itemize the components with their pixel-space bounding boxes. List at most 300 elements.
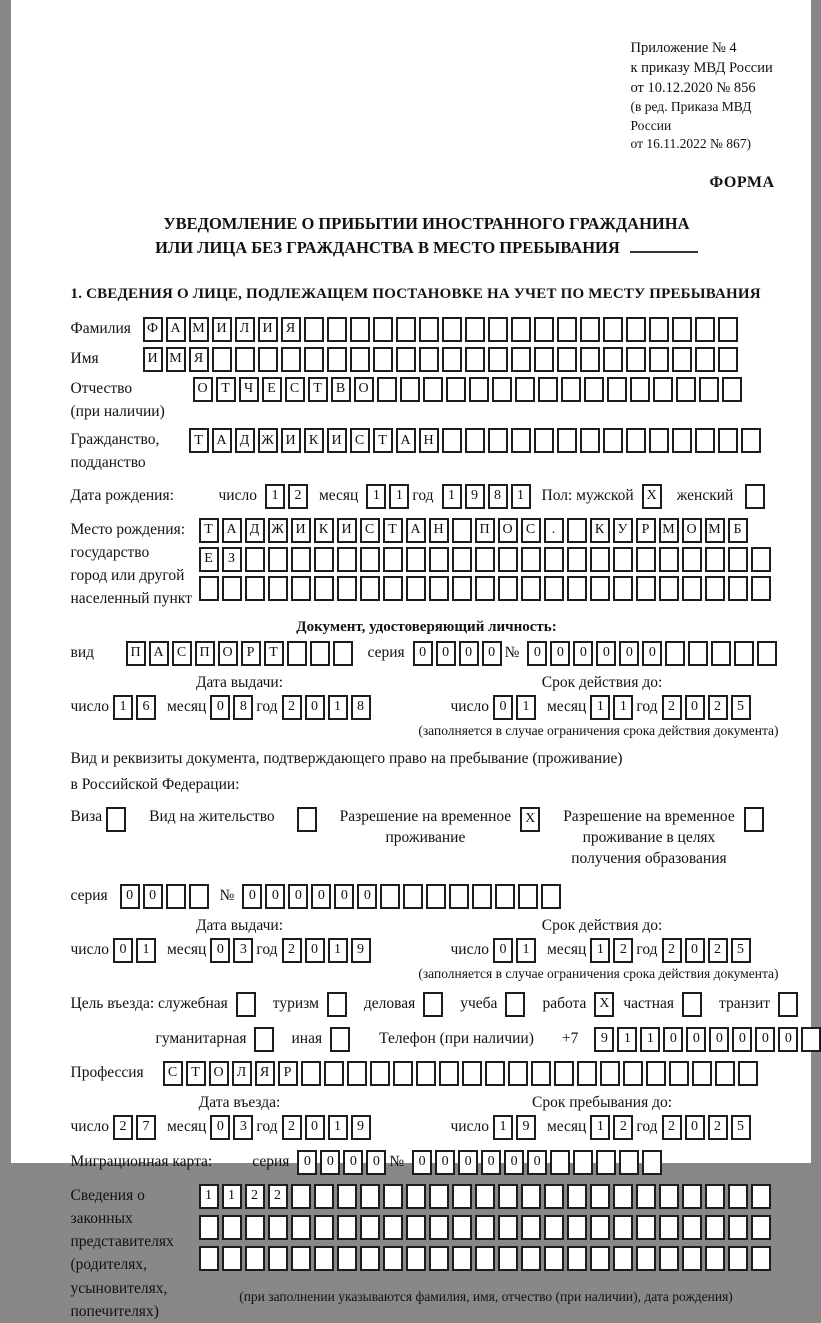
char-box[interactable]: 9 [465,484,485,509]
char-box[interactable] [554,1061,574,1086]
char-box[interactable]: 0 [242,884,262,909]
birth-place-boxes-row1[interactable] [199,518,774,543]
char-box[interactable]: 0 [210,695,230,720]
char-box[interactable] [301,1061,321,1086]
char-box[interactable]: 0 [685,1115,705,1140]
char-box[interactable] [393,1061,413,1086]
char-box[interactable] [419,317,439,342]
res-valid-year-boxes[interactable] [662,938,754,963]
char-box[interactable]: О [193,377,213,402]
char-box[interactable] [291,576,311,601]
char-box[interactable]: 2 [662,695,682,720]
char-box[interactable] [521,576,541,601]
char-box[interactable] [521,1246,541,1271]
tourism-checkbox[interactable] [327,992,350,1017]
char-box[interactable] [327,317,347,342]
char-box[interactable] [314,547,334,572]
char-box[interactable] [222,1215,242,1240]
char-box[interactable] [728,547,748,572]
char-box[interactable]: 1 [617,1027,637,1052]
char-box[interactable] [538,377,558,402]
char-box[interactable] [462,1061,482,1086]
char-box[interactable]: 1 [640,1027,660,1052]
char-box[interactable] [419,347,439,372]
char-box[interactable] [485,1061,505,1086]
char-box[interactable] [235,347,255,372]
char-box[interactable] [465,428,485,453]
char-box[interactable] [515,377,535,402]
char-box[interactable] [711,641,731,666]
char-box[interactable] [511,428,531,453]
char-box[interactable] [577,1061,597,1086]
doc-valid-year-boxes[interactable] [662,695,754,720]
char-box[interactable] [337,1184,357,1209]
char-box[interactable]: 0 [685,695,705,720]
char-box[interactable]: 1 [328,938,348,963]
char-box[interactable]: 2 [288,484,308,509]
char-box[interactable]: 0 [366,1150,386,1175]
char-box[interactable] [521,1184,541,1209]
char-box[interactable] [347,1061,367,1086]
char-box[interactable]: 0 [305,1115,325,1140]
char-box[interactable] [722,377,742,402]
char-box[interactable] [636,1215,656,1240]
char-box[interactable] [567,1184,587,1209]
char-box[interactable] [236,992,256,1017]
char-box[interactable] [659,1215,679,1240]
char-box[interactable] [751,576,771,601]
char-box[interactable] [360,576,380,601]
res-number-boxes[interactable] [242,884,564,909]
char-box[interactable]: 0 [596,641,616,666]
char-box[interactable] [406,547,426,572]
char-box[interactable]: Т [186,1061,206,1086]
char-box[interactable] [423,992,443,1017]
char-box[interactable] [383,1246,403,1271]
char-box[interactable] [672,428,692,453]
char-box[interactable]: 1 [493,1115,513,1140]
char-box[interactable] [472,884,492,909]
char-box[interactable]: X [594,992,614,1017]
char-box[interactable]: 0 [210,1115,230,1140]
char-box[interactable] [373,347,393,372]
char-box[interactable] [505,992,525,1017]
char-box[interactable] [567,1215,587,1240]
char-box[interactable] [751,547,771,572]
transit-checkbox[interactable] [778,992,801,1017]
char-box[interactable] [199,576,219,601]
char-box[interactable] [544,1215,564,1240]
char-box[interactable]: 0 [482,641,502,666]
char-box[interactable]: 0 [755,1027,775,1052]
char-box[interactable] [728,1215,748,1240]
char-box[interactable]: 9 [516,1115,536,1140]
citizenship-boxes[interactable] [189,428,764,453]
char-box[interactable] [383,547,403,572]
char-box[interactable]: 8 [233,695,253,720]
doc-issue-month-boxes[interactable] [210,695,256,720]
doc-issue-year-boxes[interactable] [282,695,374,720]
char-box[interactable] [636,1246,656,1271]
char-box[interactable]: А [222,518,242,543]
char-box[interactable] [212,347,232,372]
study-checkbox[interactable] [505,992,528,1017]
char-box[interactable] [531,1061,551,1086]
doc-valid-month-boxes[interactable] [590,695,636,720]
char-box[interactable] [692,1061,712,1086]
char-box[interactable] [268,1215,288,1240]
char-box[interactable]: . [544,518,564,543]
char-box[interactable] [580,428,600,453]
char-box[interactable]: П [475,518,495,543]
char-box[interactable] [705,547,725,572]
char-box[interactable]: 6 [136,695,156,720]
char-box[interactable] [567,518,587,543]
char-box[interactable]: О [682,518,702,543]
visa-checkbox[interactable] [106,807,129,832]
char-box[interactable] [327,347,347,372]
char-box[interactable]: 0 [435,1150,455,1175]
patronymic-boxes[interactable] [193,377,745,402]
char-box[interactable]: М [705,518,725,543]
char-box[interactable] [626,317,646,342]
char-box[interactable] [672,317,692,342]
char-box[interactable] [659,1246,679,1271]
char-box[interactable]: С [163,1061,183,1086]
char-box[interactable]: Б [728,518,748,543]
char-box[interactable]: А [406,518,426,543]
char-box[interactable]: А [396,428,416,453]
char-box[interactable]: И [337,518,357,543]
char-box[interactable] [449,884,469,909]
char-box[interactable]: 8 [351,695,371,720]
char-box[interactable] [649,428,669,453]
char-box[interactable] [488,317,508,342]
char-box[interactable]: А [149,641,169,666]
char-box[interactable] [590,547,610,572]
char-box[interactable] [751,1215,771,1240]
char-box[interactable] [603,428,623,453]
char-box[interactable] [360,1184,380,1209]
char-box[interactable] [377,377,397,402]
char-box[interactable]: 0 [732,1027,752,1052]
char-box[interactable] [106,807,126,832]
surname-boxes[interactable] [143,317,741,342]
char-box[interactable]: 0 [334,884,354,909]
char-box[interactable]: И [291,518,311,543]
char-box[interactable]: 0 [550,641,570,666]
char-box[interactable] [245,576,265,601]
char-box[interactable]: 0 [412,1150,432,1175]
char-box[interactable]: С [172,641,192,666]
char-box[interactable] [291,547,311,572]
char-box[interactable]: У [613,518,633,543]
char-box[interactable] [682,1215,702,1240]
char-box[interactable] [268,576,288,601]
char-box[interactable] [600,1061,620,1086]
birth-day-boxes[interactable] [265,484,311,509]
char-box[interactable] [492,377,512,402]
char-box[interactable] [396,317,416,342]
char-box[interactable]: М [166,347,186,372]
char-box[interactable]: 5 [731,938,751,963]
char-box[interactable] [254,1027,274,1052]
char-box[interactable]: П [126,641,146,666]
char-box[interactable] [534,317,554,342]
char-box[interactable]: X [642,484,662,509]
char-box[interactable] [498,1215,518,1240]
char-box[interactable]: И [258,317,278,342]
char-box[interactable]: 2 [282,1115,302,1140]
char-box[interactable]: С [350,428,370,453]
private-checkbox[interactable] [682,992,705,1017]
char-box[interactable] [304,317,324,342]
char-box[interactable] [649,347,669,372]
char-box[interactable] [452,576,472,601]
char-box[interactable] [383,576,403,601]
profession-boxes[interactable] [163,1061,761,1086]
char-box[interactable] [715,1061,735,1086]
char-box[interactable]: 0 [504,1150,524,1175]
char-box[interactable]: 0 [120,884,140,909]
char-box[interactable] [380,884,400,909]
char-box[interactable]: 2 [282,695,302,720]
char-box[interactable] [452,547,472,572]
char-box[interactable]: 0 [320,1150,340,1175]
char-box[interactable] [669,1061,689,1086]
char-box[interactable] [475,1184,495,1209]
char-box[interactable] [695,428,715,453]
char-box[interactable]: О [218,641,238,666]
char-box[interactable]: 0 [663,1027,683,1052]
char-box[interactable] [442,347,462,372]
char-box[interactable] [222,576,242,601]
char-box[interactable]: 0 [619,641,639,666]
stay-day-boxes[interactable] [493,1115,539,1140]
char-box[interactable] [429,547,449,572]
char-box[interactable] [613,1184,633,1209]
res-issue-day-boxes[interactable] [113,938,159,963]
char-box[interactable]: 2 [708,938,728,963]
char-box[interactable] [406,1246,426,1271]
res-issue-year-boxes[interactable] [282,938,374,963]
char-box[interactable] [245,547,265,572]
char-box[interactable] [728,1246,748,1271]
char-box[interactable] [469,377,489,402]
char-box[interactable] [475,1246,495,1271]
char-box[interactable] [429,1246,449,1271]
char-box[interactable]: Е [199,547,219,572]
char-box[interactable]: Ж [268,518,288,543]
doc-series-boxes[interactable] [413,641,505,666]
char-box[interactable] [521,1215,541,1240]
char-box[interactable]: 1 [590,695,610,720]
char-box[interactable] [406,1215,426,1240]
char-box[interactable] [718,428,738,453]
stay-month-boxes[interactable] [590,1115,636,1140]
char-box[interactable]: 9 [351,938,371,963]
char-box[interactable] [258,347,278,372]
char-box[interactable] [653,377,673,402]
char-box[interactable] [619,1150,639,1175]
official-checkbox[interactable] [236,992,259,1017]
char-box[interactable] [245,1215,265,1240]
char-box[interactable] [728,576,748,601]
char-box[interactable] [672,347,692,372]
char-box[interactable] [695,317,715,342]
char-box[interactable]: 1 [265,484,285,509]
char-box[interactable] [452,1246,472,1271]
char-box[interactable] [498,1246,518,1271]
char-box[interactable] [567,547,587,572]
char-box[interactable]: 9 [351,1115,371,1140]
char-box[interactable] [757,641,777,666]
char-box[interactable]: 1 [613,695,633,720]
char-box[interactable] [360,547,380,572]
char-box[interactable] [373,317,393,342]
char-box[interactable] [350,347,370,372]
char-box[interactable]: Д [245,518,265,543]
doc-number-boxes[interactable] [527,641,780,666]
char-box[interactable] [475,547,495,572]
char-box[interactable]: X [520,807,540,832]
char-box[interactable] [304,347,324,372]
char-box[interactable]: 0 [288,884,308,909]
char-box[interactable] [518,884,538,909]
char-box[interactable] [199,1215,219,1240]
char-box[interactable]: Я [255,1061,275,1086]
char-box[interactable] [603,317,623,342]
char-box[interactable] [521,547,541,572]
char-box[interactable]: Т [264,641,284,666]
char-box[interactable] [590,1215,610,1240]
char-box[interactable] [511,347,531,372]
char-box[interactable]: 2 [613,938,633,963]
char-box[interactable]: В [331,377,351,402]
char-box[interactable]: 1 [366,484,386,509]
char-box[interactable] [590,1246,610,1271]
char-box[interactable]: К [590,518,610,543]
char-box[interactable] [426,884,446,909]
char-box[interactable]: Ж [258,428,278,453]
char-box[interactable]: Т [216,377,236,402]
temp-residence-checkbox[interactable] [520,807,543,832]
char-box[interactable] [613,547,633,572]
char-box[interactable]: 0 [436,641,456,666]
char-box[interactable]: 0 [642,641,662,666]
char-box[interactable] [659,547,679,572]
char-box[interactable]: 0 [527,641,547,666]
res-valid-day-boxes[interactable] [493,938,539,963]
char-box[interactable] [751,1184,771,1209]
char-box[interactable]: Р [278,1061,298,1086]
char-box[interactable] [314,1246,334,1271]
char-box[interactable] [705,1246,725,1271]
birth-place-boxes-row2[interactable] [199,547,774,572]
char-box[interactable]: 1 [516,695,536,720]
char-box[interactable] [350,317,370,342]
char-box[interactable] [495,884,515,909]
char-box[interactable] [166,884,186,909]
char-box[interactable]: И [281,428,301,453]
char-box[interactable]: Т [308,377,328,402]
char-box[interactable] [400,377,420,402]
char-box[interactable] [488,347,508,372]
char-box[interactable] [567,576,587,601]
char-box[interactable] [297,807,317,832]
other-checkbox[interactable] [330,1027,353,1052]
title-blank-line[interactable] [630,239,698,253]
char-box[interactable]: 1 [389,484,409,509]
phone-boxes[interactable] [594,1027,821,1052]
char-box[interactable] [682,576,702,601]
char-box[interactable]: 5 [731,695,751,720]
char-box[interactable] [567,1246,587,1271]
char-box[interactable]: 0 [527,1150,547,1175]
char-box[interactable] [607,377,627,402]
char-box[interactable] [423,377,443,402]
char-box[interactable] [403,884,423,909]
char-box[interactable] [626,347,646,372]
char-box[interactable] [337,576,357,601]
char-box[interactable]: 0 [481,1150,501,1175]
char-box[interactable] [659,576,679,601]
char-box[interactable] [636,576,656,601]
char-box[interactable] [550,1150,570,1175]
char-box[interactable] [475,1215,495,1240]
char-box[interactable]: Т [199,518,219,543]
char-box[interactable]: 2 [662,1115,682,1140]
char-box[interactable]: 0 [778,1027,798,1052]
char-box[interactable] [682,1246,702,1271]
char-box[interactable] [613,1215,633,1240]
char-box[interactable] [314,1215,334,1240]
char-box[interactable] [465,347,485,372]
res-valid-month-boxes[interactable] [590,938,636,963]
char-box[interactable]: Н [419,428,439,453]
char-box[interactable] [646,1061,666,1086]
char-box[interactable] [360,1215,380,1240]
char-box[interactable]: П [195,641,215,666]
doc-valid-day-boxes[interactable] [493,695,539,720]
char-box[interactable]: О [354,377,374,402]
char-box[interactable]: Л [235,317,255,342]
char-box[interactable]: 1 [136,938,156,963]
char-box[interactable]: Ф [143,317,163,342]
char-box[interactable]: Л [232,1061,252,1086]
char-box[interactable]: 2 [282,938,302,963]
char-box[interactable] [801,1027,821,1052]
char-box[interactable]: 2 [613,1115,633,1140]
given-name-boxes[interactable] [143,347,741,372]
char-box[interactable] [337,1215,357,1240]
char-box[interactable] [590,1184,610,1209]
char-box[interactable]: 2 [708,695,728,720]
char-box[interactable] [682,992,702,1017]
char-box[interactable]: К [304,428,324,453]
entry-month-boxes[interactable] [210,1115,256,1140]
char-box[interactable]: 3 [233,938,253,963]
char-box[interactable]: 0 [413,641,433,666]
char-box[interactable]: 0 [493,938,513,963]
char-box[interactable]: Р [636,518,656,543]
char-box[interactable] [498,1184,518,1209]
char-box[interactable] [544,1246,564,1271]
char-box[interactable]: Т [189,428,209,453]
char-box[interactable]: 1 [199,1184,219,1209]
char-box[interactable] [682,1184,702,1209]
representatives-boxes-row2[interactable] [199,1215,774,1240]
